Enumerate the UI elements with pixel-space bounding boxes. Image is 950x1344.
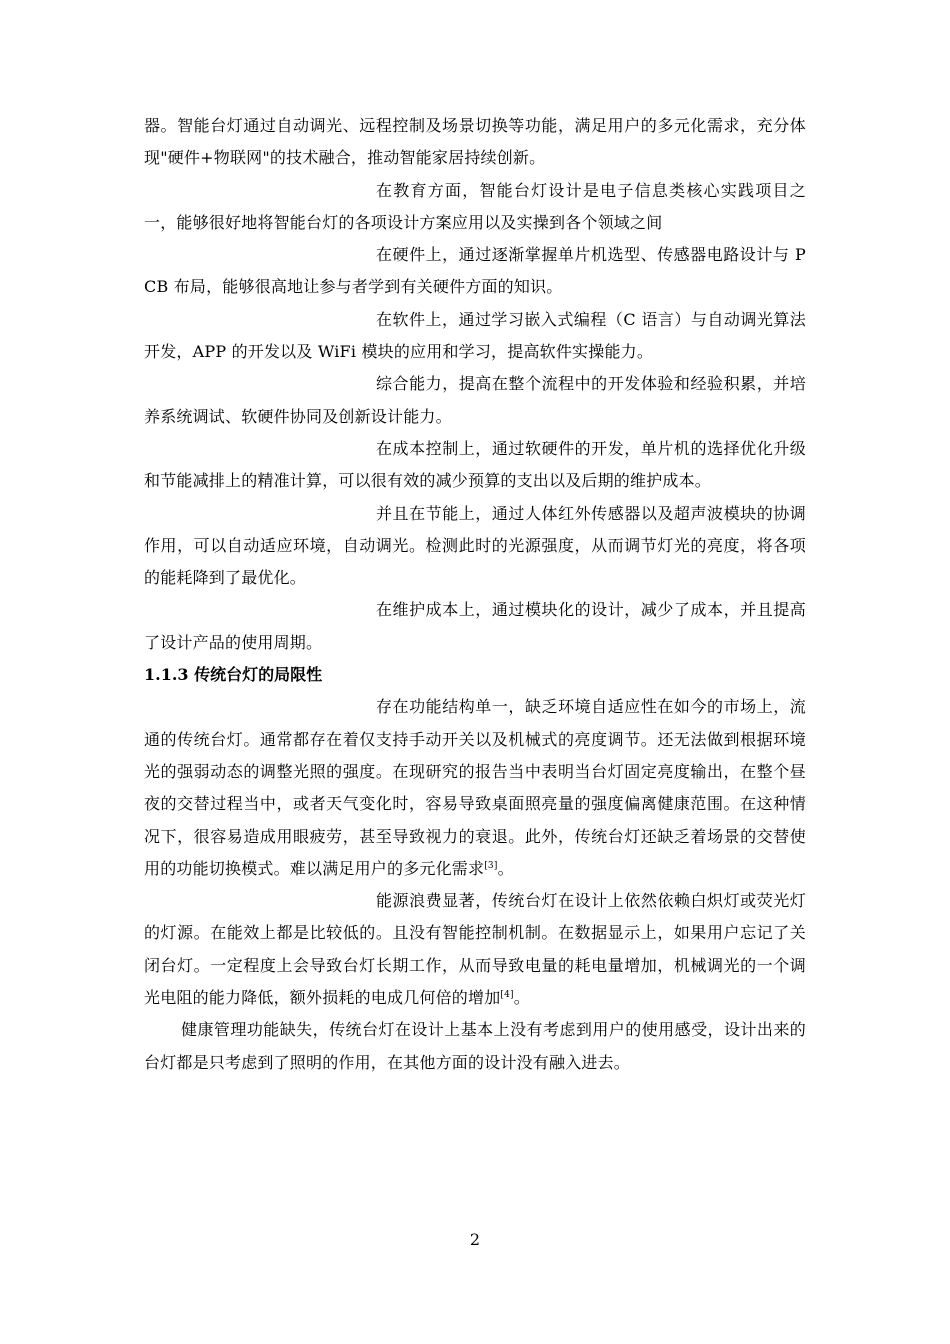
paragraph-education: 在教育方面，智能台灯设计是电子信息类核心实践项目之一，能够很好地将智能台灯的各项设计方案应用以及实操到各个领域之间 — [144, 180, 806, 232]
paragraph-energy-saving: 并且在节能上，通过人体红外传感器以及超声波模块的协调作用，可以自动适应环境，自动调光。检测此时的光源强度，从而调节灯光的亮度，将各项的能耗降到了最优化。 — [144, 503, 806, 588]
paragraph-text: 能源浪费显著，传统台灯在设计上依然依赖白炽灯或荧光灯的灯源。在能效上都是比较低的。且没有智能控制机制。在数据显示上，如果用户忘记了关闭台灯。一定程度上会导致台灯长期工作，从而导致电量的耗电量增加，机械调光的一个调光电阻的能力降低，额外损耗的电成几何倍的增加 — [144, 891, 806, 1008]
page-number: 2 — [469, 1230, 481, 1249]
paragraph-maintenance-cost: 在维护成本上，通过模块化的设计，减少了成本，并且提高了设计产品的使用周期。 — [144, 600, 806, 652]
citation-ref: [3] — [484, 860, 498, 871]
paragraph-single-function — [144, 691, 806, 885]
body-text — [144, 110, 806, 1079]
paragraph-energy-waste — [144, 885, 806, 1014]
paragraph-health-management: 健康管理功能缺失，传统台灯在设计上基本上没有考虑到用户的使用感受，设计出来的台灯都是只考虑到了照明的作用，在其他方面的设计没有融入进去。 — [144, 1020, 806, 1072]
paragraph-hardware: 在硬件上，通过逐渐掌握单片机选型、传感器电路设计与 PCB 布局，能够很高地让参与者学到有关硬件方面的知识。 — [144, 245, 806, 297]
paragraph-text: 存在功能结构单一，缺乏环境自适应性在如今的市场上，流通的传统台灯。通常都存在着仅支持手动开关以及机械式的亮度调节。还无法做到根据环境光的强弱动态的调整光照的强度。在现研究的报告当中表明当台灯固定亮度输出，在整个昼夜的交替过程当中，或者天气变化时，容易导致桌面照亮量的强度偏离健康范围。在这种情况下，很容易造成用眼疲劳，甚至导致视力的衰退。此外，传统台灯还缺乏着场景的交替使用的功能切换模式。难以满足用户的多元化需求 — [144, 697, 806, 878]
paragraph-software: 在软件上，通过学习嵌入式编程（C 语言）与自动调光算法开发，APP 的开发以及 WiFi 模块的应用和学习，提高软件实操能力。 — [144, 309, 806, 362]
paragraph-end: 。 — [513, 988, 530, 1008]
section-heading: 1.1.3 传统台灯的局限性 — [144, 665, 323, 685]
paragraph-comprehensive-ability: 综合能力，提高在整个流程中的开发体验和经验积累，并培养系统调试、软硬件协同及创新设计能力。 — [144, 374, 806, 426]
paragraph-end: 。 — [497, 858, 514, 878]
citation-ref: [4] — [500, 990, 514, 1001]
paragraph-cost-control: 在成本控制上，通过软硬件的开发，单片机的选择优化升级和节能减排上的精准计算，可以很有效的减少预算的支出以及后期的维护成本。 — [144, 438, 806, 491]
paragraph-smart-lamp-summary: 器。智能台灯通过自动调光、远程控制及场景切换等功能，满足用户的多元化需求，充分体现"硬件+物联网"的技术融合，推动智能家居持续创新。 — [144, 116, 806, 168]
